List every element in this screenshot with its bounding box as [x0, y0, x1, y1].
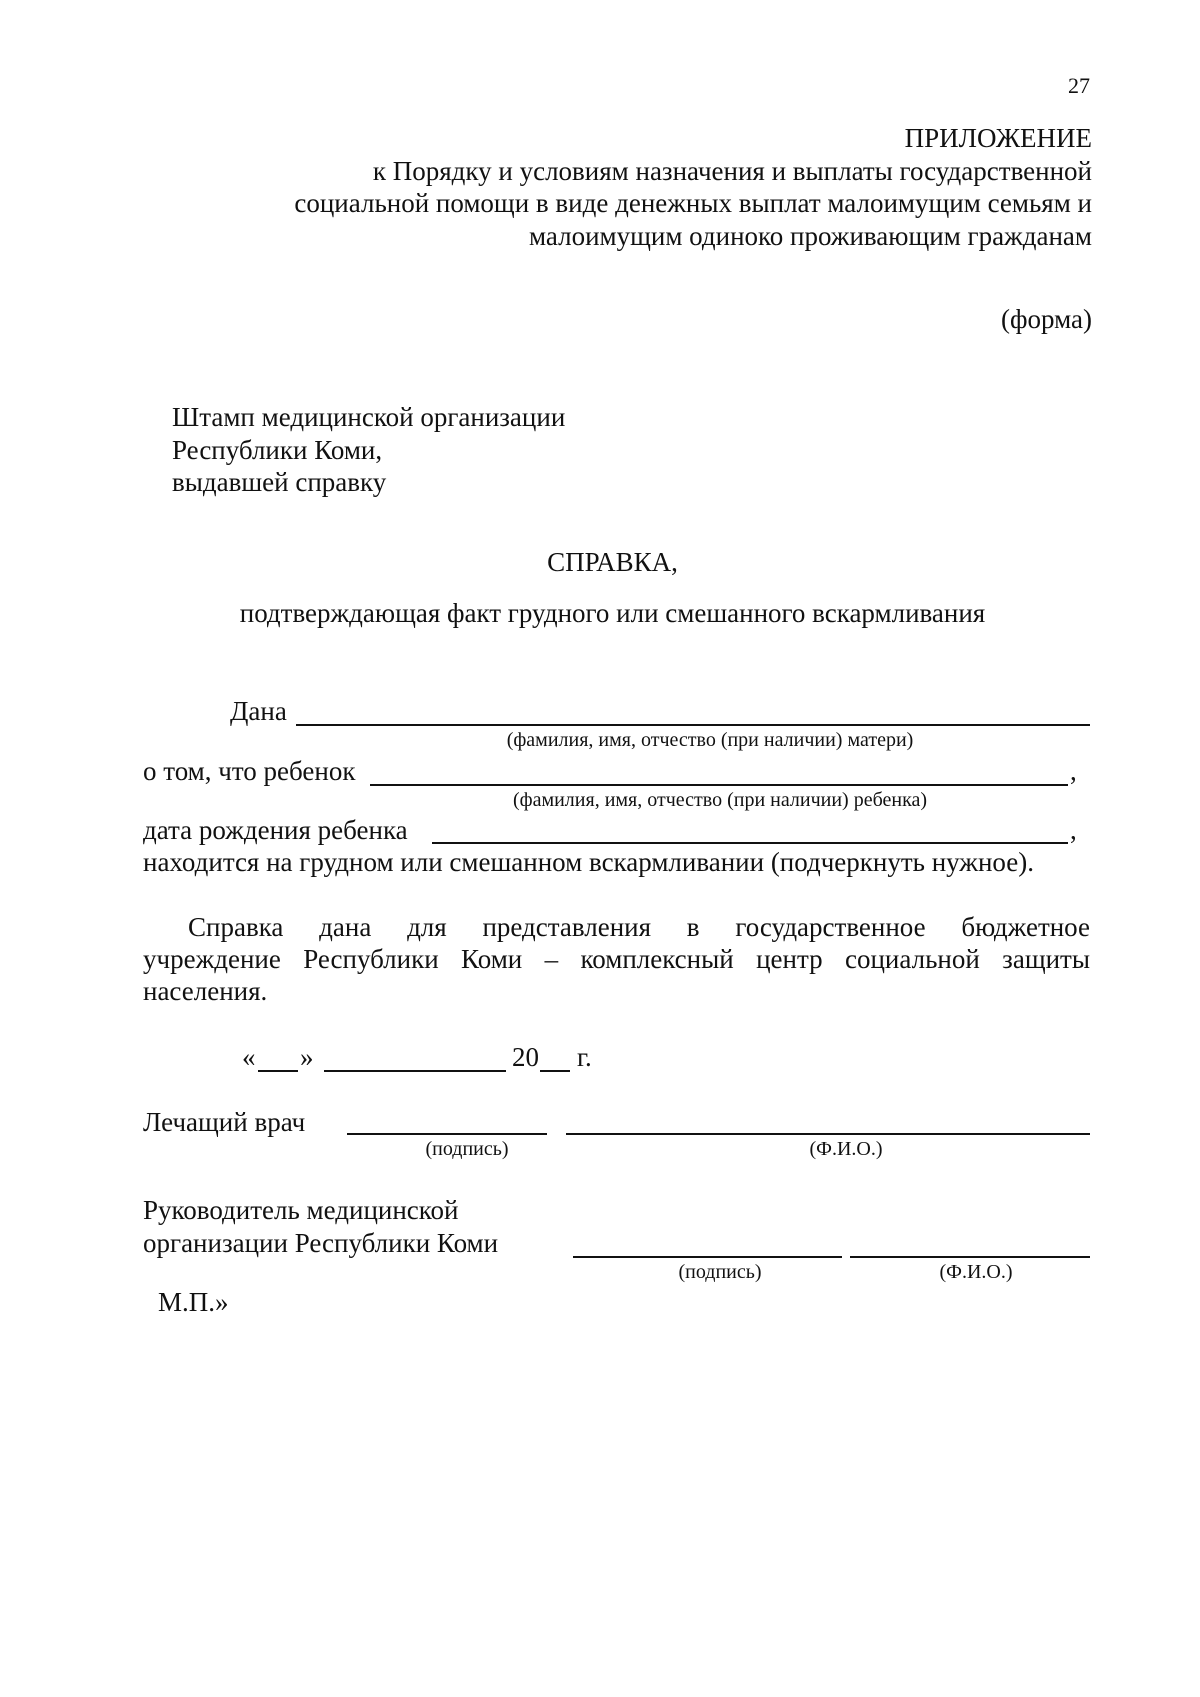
page-number: 27 [1068, 73, 1090, 98]
purpose-line-1: Справка дана для представления в государственное бюджетное [188, 912, 1090, 942]
child-name-hint: (фамилия, имя, отчество (при наличии) ребенка) [512, 789, 928, 811]
head-label-line-1: Руководитель медицинской [143, 1195, 459, 1225]
birth-comma: , [1070, 815, 1077, 845]
year-suffix: г. [577, 1042, 592, 1072]
appendix-line-3: малоимущим одиноко проживающим гражданам [528, 221, 1092, 251]
head-signature-field[interactable] [573, 1256, 842, 1258]
doctor-signature-field[interactable] [347, 1133, 547, 1135]
year-field[interactable] [540, 1070, 570, 1072]
appendix-line-1: к Порядку и условиям назначения и выплаты государственной [372, 156, 1092, 186]
stamp-line-2: Республики Коми, [172, 435, 383, 465]
purpose-line-3: населения. [143, 976, 268, 1006]
day-field[interactable] [258, 1070, 298, 1072]
stamp-line-3: выдавшей справку [172, 467, 387, 497]
doctor-label: Лечащий врач [143, 1107, 306, 1137]
birth-date-label: дата рождения ребенка [143, 815, 408, 845]
year-prefix: 20 [512, 1042, 539, 1072]
mother-name-hint: (фамилия, имя, отчество (при наличии) матери) [506, 729, 914, 751]
mother-name-field[interactable] [296, 724, 1090, 726]
certificate-subtitle: подтверждающая факт грудного или смешанного вскармливания [239, 598, 986, 628]
head-signature-hint: (подпись) [678, 1261, 762, 1283]
purpose-line-2: учреждение Республики Коми – комплексный центр социальной защиты [143, 944, 1090, 974]
birth-date-field[interactable] [432, 842, 1068, 844]
date-close-quote: » [300, 1042, 314, 1072]
given-label: Дана [230, 696, 287, 726]
doctor-signature-hint: (подпись) [425, 1138, 509, 1160]
feeding-text: находится на грудном или смешанном вскармливании (подчеркнуть нужное). [143, 847, 1034, 877]
child-label: о том, что ребенок [143, 756, 356, 786]
certificate-title: СПРАВКА, [547, 547, 678, 577]
head-label-line-2: организации Республики Коми [143, 1228, 499, 1258]
child-comma: , [1070, 756, 1077, 786]
doctor-name-field[interactable] [566, 1133, 1090, 1135]
stamp-line-1: Штамп медицинской организации [172, 402, 566, 432]
appendix-title: ПРИЛОЖЕНИЕ [904, 123, 1092, 153]
appendix-line-2: социальной помощи в виде денежных выплат малоимущим семьям и [294, 188, 1092, 218]
date-open-quote: « [242, 1042, 256, 1072]
doctor-name-hint: (Ф.И.О.) [809, 1138, 883, 1160]
head-name-hint: (Ф.И.О.) [939, 1261, 1013, 1283]
form-label: (форма) [1001, 304, 1092, 334]
child-name-field[interactable] [370, 784, 1068, 786]
head-name-field[interactable] [850, 1256, 1090, 1258]
month-field[interactable] [324, 1070, 506, 1072]
seal-label: М.П.» [158, 1287, 229, 1317]
